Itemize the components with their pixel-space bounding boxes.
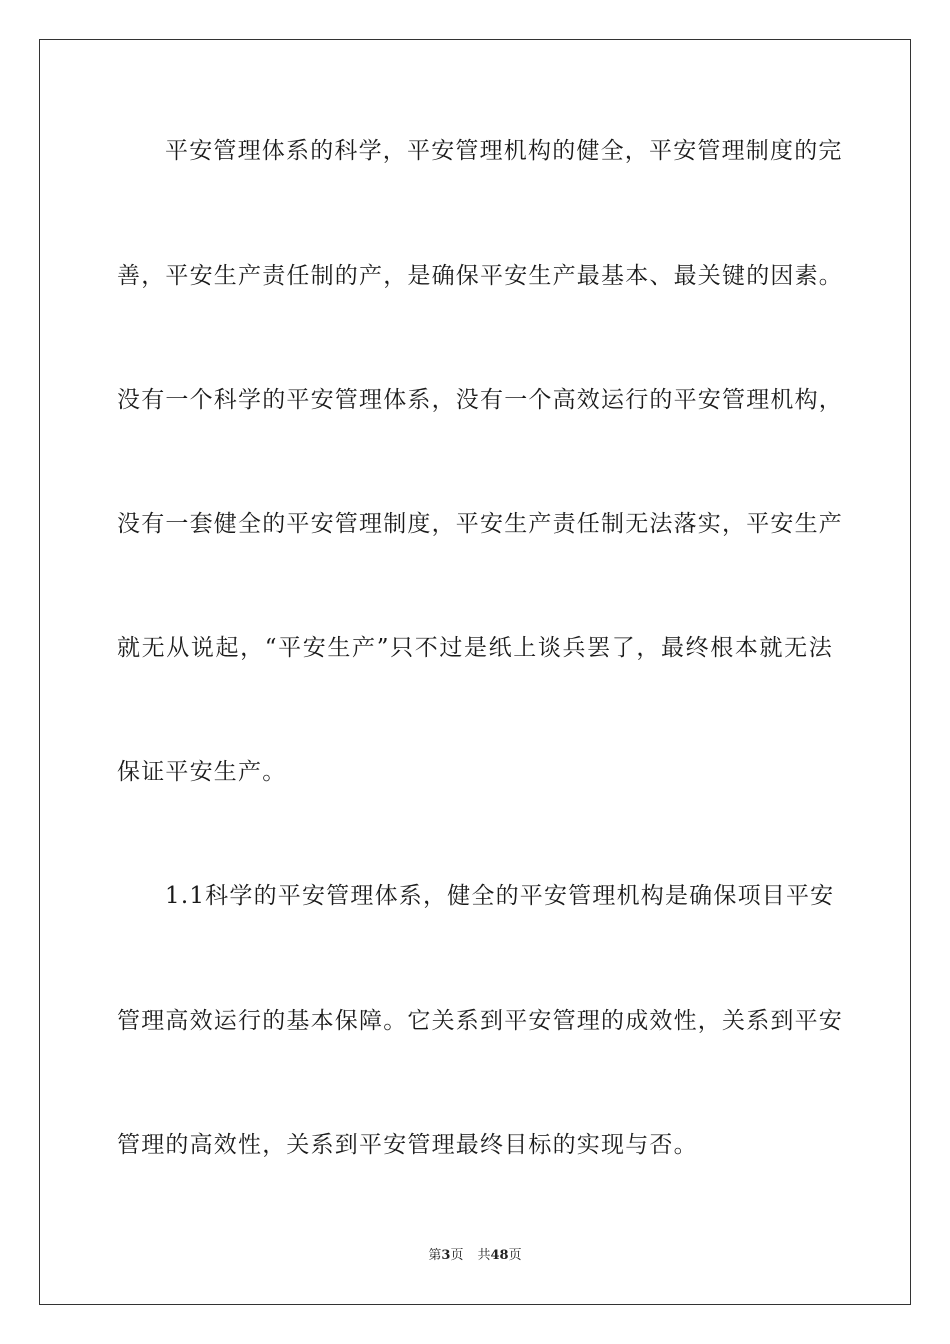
page-suffix: 页 [450,1248,464,1263]
page-number: 3 [441,1248,451,1263]
text-line: 平安管理体系的科学，平安管理机构的健全，平安管理制度的完 [165,138,843,164]
total-pages: 48 [490,1248,509,1263]
page-border [39,39,911,1305]
text-line: 保证平安生产。 [117,759,287,785]
page-prefix: 第 [428,1248,442,1263]
text-line: 善，平安生产责任制的产，是确保平安生产最基本、最关键的因素。 [117,263,843,289]
total-prefix: 共 [477,1248,491,1263]
text-line: 没有一套健全的平安管理制度，平安生产责任制无法落实，平安生产 [117,511,843,537]
text-line: 1.1科学的平安管理体系，健全的平安管理机构是确保项目平安 [165,883,835,909]
total-suffix: 页 [508,1248,522,1263]
text-line: 就无从说起，“平安生产”只不过是纸上谈兵罢了，最终根本就无法 [117,635,833,661]
page-footer [0,1248,950,1264]
text-line: 没有一个科学的平安管理体系，没有一个高效运行的平安管理机构， [117,387,843,413]
text-line: 管理高效运行的基本保障。它关系到平安管理的成效性，关系到平安 [117,1008,843,1034]
text-line: 管理的高效性，关系到平安管理最终目标的实现与否。 [117,1132,698,1158]
